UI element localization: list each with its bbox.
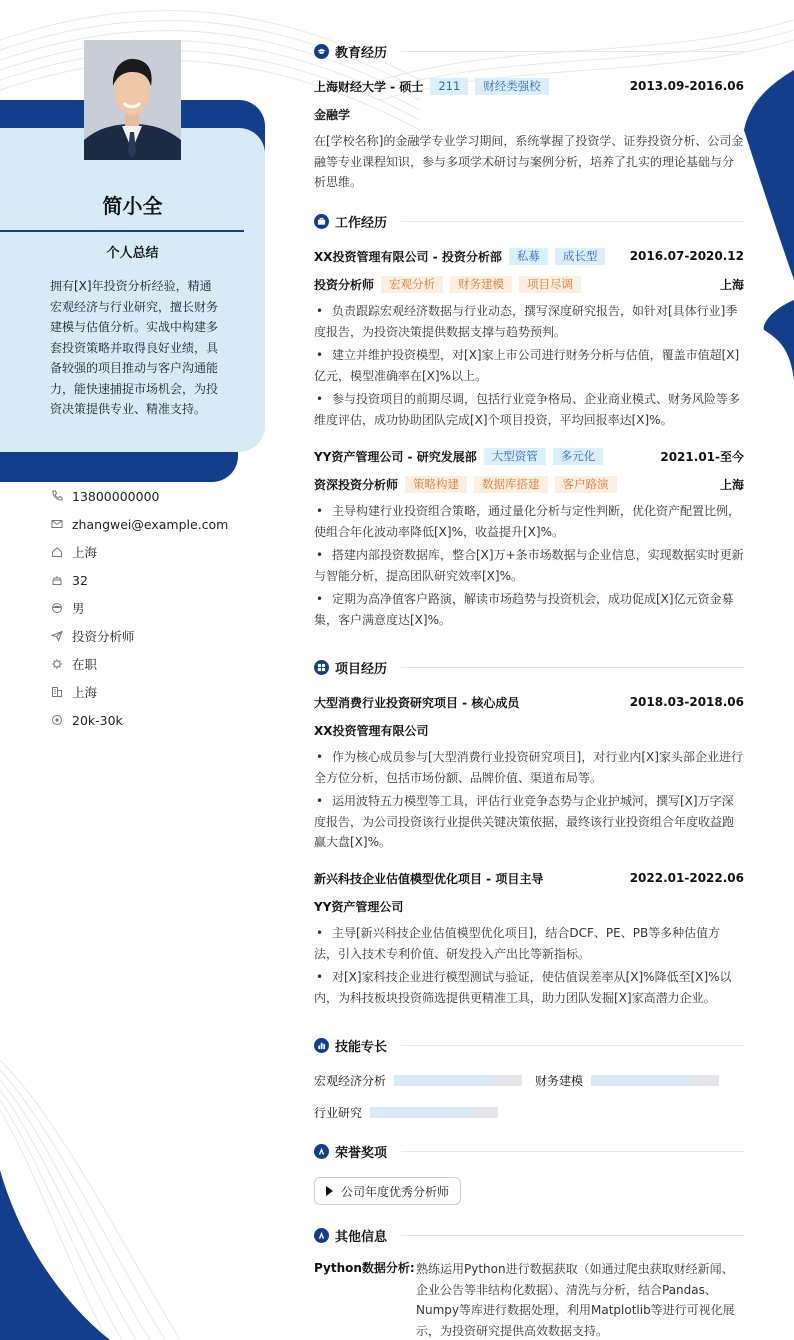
project-name: 大型消费行业投资研究项目 - 核心成员 — [314, 695, 520, 710]
tag: 成长型 — [555, 248, 606, 265]
summary-title: 个人总结 — [106, 246, 159, 261]
project-bullet — [314, 923, 744, 964]
section-divider — [401, 1151, 744, 1152]
other-label: Python数据分析: — [314, 1261, 415, 1275]
job-role: 资深投资分析师 — [314, 477, 399, 492]
bullet-text: 主导[新兴科技企业估值模型优化项目]，结合DCF、PE、PB等多种估值方法，引入技术专利价值、研发投入产出比等新指标。 — [314, 926, 721, 961]
project-date: 2018.03-2018.06 — [629, 695, 744, 709]
job-date: 2016.07-2020.12 — [629, 249, 744, 263]
job-bullet — [314, 589, 744, 630]
section-title-other: 其他信息 — [335, 1230, 388, 1245]
home-icon — [50, 545, 64, 559]
skill-bar-fill — [370, 1107, 470, 1118]
info-salary — [50, 706, 260, 734]
info-age — [50, 566, 260, 594]
skill-bar-fill — [394, 1075, 494, 1086]
project-bullet — [314, 791, 744, 853]
bullet-dot: • — [316, 592, 324, 606]
skill-name: 财务建模 — [535, 1074, 584, 1088]
avatar — [84, 40, 181, 160]
skill-name: 行业研究 — [314, 1106, 363, 1120]
job-company: YY资产管理公司 - 研究发展部 — [314, 449, 477, 464]
phone-icon — [50, 489, 64, 503]
bullet-dot: • — [316, 926, 324, 940]
job-company: XX投资管理有限公司 - 投资分析部 — [314, 249, 502, 264]
skill-item — [314, 1072, 522, 1089]
info-phone-value: 13800000000 — [72, 488, 160, 504]
section-work — [314, 212, 744, 231]
section-awards — [314, 1142, 744, 1161]
section-divider — [401, 667, 744, 668]
skill-tag: 客户路演 — [555, 476, 617, 493]
skill-item — [314, 1104, 498, 1121]
bullet-text: 搭建内部投资数据库，整合[X]万+条市场数据与企业信息，实现数据实时更新与智能分析，提高团队研究效率[X]%。 — [314, 548, 744, 583]
email-icon — [50, 517, 64, 531]
bullet-dot: • — [316, 794, 324, 808]
job-bullet — [314, 545, 744, 586]
section-other — [314, 1226, 744, 1245]
building-icon — [50, 685, 64, 699]
bullet-text: 对[X]家科技企业进行模型测试与验证，使估值误差率从[X]%降低至[X]%以内，为科技板块投资筛选提供更精准工具，助力团队发掘[X]家高潜力企业。 — [314, 970, 732, 1005]
info-status-value: 在职 — [72, 657, 98, 672]
major: 金融学 — [314, 107, 351, 122]
tag: 211 — [430, 78, 468, 95]
info-position — [50, 622, 260, 650]
award-text: 公司年度优秀分析师 — [341, 1184, 450, 1199]
info-email-value: zhangwei@example.com — [72, 516, 229, 532]
education-major-row — [314, 105, 744, 123]
job-date: 2021.01-至今 — [660, 449, 744, 464]
project-org-row — [314, 721, 744, 739]
other-text: 熟练运用Python进行数据获取（如通过爬虫获取财经新闻、企业公告等非结构化数据）、清洗与分析，结合Pandas、Numpy等库进行数据处理，利用Matplotlib等进行可视化展示，为投资研究提供高效数据支持。 — [416, 1262, 735, 1338]
project-bullet — [314, 967, 744, 1008]
award-item[interactable] — [314, 1177, 461, 1205]
section-divider — [401, 51, 744, 52]
section-title-skills: 技能专长 — [335, 1040, 388, 1055]
education-header — [314, 77, 744, 95]
tag: 多元化 — [553, 448, 604, 465]
project-name: 新兴科技企业估值模型优化项目 - 项目主导 — [314, 871, 544, 886]
job-header — [314, 447, 744, 465]
graduation-cap-icon — [314, 44, 329, 59]
skill-bar — [394, 1075, 522, 1086]
section-title-awards: 荣誉奖项 — [335, 1146, 388, 1161]
status-icon — [50, 657, 64, 671]
bullet-dot: • — [316, 970, 324, 984]
section-skills — [314, 1036, 744, 1055]
award-icon — [314, 1144, 329, 1159]
bullet-dot: • — [316, 548, 324, 562]
skill-tag: 宏观分析 — [381, 276, 443, 293]
bullet-dot: • — [316, 750, 324, 764]
briefcase-icon — [314, 214, 329, 229]
info-gender — [50, 594, 260, 622]
school-name: 上海财经大学 - 硕士 — [314, 79, 424, 94]
bullet-text: 作为核心成员参与[大型消费行业投资研究项目]，对行业内[X]家头部企业进行全方位分析，包括市场份额、品牌价值、渠道布局等。 — [314, 750, 743, 785]
job-city: 上海 — [719, 477, 744, 492]
job-bullet — [314, 345, 744, 386]
send-icon — [50, 629, 64, 643]
info-age-value: 32 — [72, 572, 88, 588]
education-description: 在[学校名称]的金融学专业学习期间，系统掌握了投资学、证券投资分析、公司金融等专业课程知识，参与多项学术研讨与案例分析，培养了扎实的理论基础与分析思维。 — [314, 134, 744, 189]
skill-tag: 项目尽调 — [519, 276, 581, 293]
section-title-projects: 项目经历 — [335, 662, 388, 677]
info-city-value: 上海 — [72, 545, 98, 560]
name-divider — [0, 230, 244, 232]
job-bullet — [314, 501, 744, 542]
section-divider — [401, 1235, 744, 1236]
bullet-text: 主导构建行业投资组合策略，通过量化分析与定性判断，优化资产配置比例，使组合年化波动率降低[X]%，收益提升[X]%。 — [314, 504, 741, 539]
project-org: XX投资管理有限公司 — [314, 723, 429, 738]
info-icon — [314, 1228, 329, 1243]
tag: 大型资管 — [484, 448, 546, 465]
info-location-value: 上海 — [72, 685, 98, 700]
info-city — [50, 538, 260, 566]
tag: 财经类强校 — [475, 78, 549, 95]
job-bullet — [314, 301, 744, 342]
job-role-row — [314, 475, 744, 493]
skill-item — [535, 1072, 719, 1089]
bullet-text: 定期为高净值客户路演，解读市场趋势与投资机会，成功促成[X]亿元资金募集，客户满意度达[X]%。 — [314, 592, 734, 627]
play-icon — [326, 1186, 333, 1196]
tag: 私募 — [509, 248, 548, 265]
project-header — [314, 869, 744, 887]
job-role-row — [314, 275, 744, 293]
bullet-text: 运用波特五力模型等工具，评估行业竞争态势与企业护城河，撰写[X]万字深度报告，为公司投资该行业提供关键决策依据，最终该行业投资组合年度收益跑赢大盘[X]%。 — [314, 794, 735, 849]
bar-chart-icon — [314, 1038, 329, 1053]
info-location — [50, 678, 260, 706]
education-date: 2013.09-2016.06 — [629, 79, 744, 93]
skill-tag: 数据库搭建 — [474, 476, 548, 493]
section-title-work: 工作经历 — [335, 216, 388, 231]
skill-tag: 策略构建 — [405, 476, 467, 493]
job-header — [314, 247, 744, 265]
bullet-text: 负责跟踪宏观经济数据与行业动态，撰写深度研究报告，如针对[具体行业]季度报告，为投资决策提供数据支撑与趋势预判。 — [314, 304, 738, 339]
skill-bar — [591, 1075, 719, 1086]
info-phone — [50, 482, 260, 510]
skill-tag: 财务建模 — [450, 276, 512, 293]
section-projects — [314, 658, 744, 677]
person-name: 简小全 — [102, 194, 163, 218]
bullet-dot: • — [316, 392, 324, 406]
job-role: 投资分析师 — [314, 277, 375, 292]
skill-bar-fill — [591, 1075, 691, 1086]
section-education — [314, 42, 744, 61]
bullet-dot: • — [316, 304, 324, 318]
project-org-row — [314, 897, 744, 915]
bullet-text: 参与投资项目的前期尽调，包括行业竞争格局、企业商业模式、财务风险等多维度评估，成功协助团队完成[X]个项目投资，平均回报率达[X]%。 — [314, 392, 741, 427]
age-icon — [50, 573, 64, 587]
section-divider — [401, 221, 744, 222]
info-email — [50, 510, 260, 538]
skill-name: 宏观经济分析 — [314, 1074, 387, 1088]
project-bullet — [314, 747, 744, 788]
info-position-value: 投资分析师 — [72, 629, 135, 644]
contact-info-list — [50, 482, 260, 734]
job-city: 上海 — [719, 277, 744, 292]
skill-bar — [370, 1107, 498, 1118]
project-header — [314, 693, 744, 711]
job-bullet — [314, 389, 744, 430]
project-org: YY资产管理公司 — [314, 899, 404, 914]
info-gender-value: 男 — [72, 601, 85, 616]
gender-icon — [50, 601, 64, 615]
summary-text: 拥有[X]年投资分析经验，精通宏观经济与行业研究，擅长财务建模与估值分析。实战中构建多套投资策略并取得良好业绩，具备较强的项目推动与客户沟通能力，能快速捕捉市场机会，为投资决策提供专业、精准支持。 — [50, 279, 219, 416]
info-status — [50, 650, 260, 678]
salary-icon — [50, 713, 64, 727]
grid-icon — [314, 660, 329, 675]
bullet-dot: • — [316, 504, 324, 518]
bullet-dot: • — [316, 348, 324, 362]
info-salary-value: 20k-30k — [72, 712, 123, 728]
avatar-portrait-icon — [84, 40, 181, 160]
section-title-education: 教育经历 — [335, 46, 388, 61]
bullet-text: 建立并维护投资模型，对[X]家上市公司进行财务分析与估值，覆盖市值超[X]亿元，模型准确率在[X]%以上。 — [314, 348, 740, 383]
section-divider — [401, 1045, 744, 1046]
project-date: 2022.01-2022.06 — [629, 871, 744, 885]
